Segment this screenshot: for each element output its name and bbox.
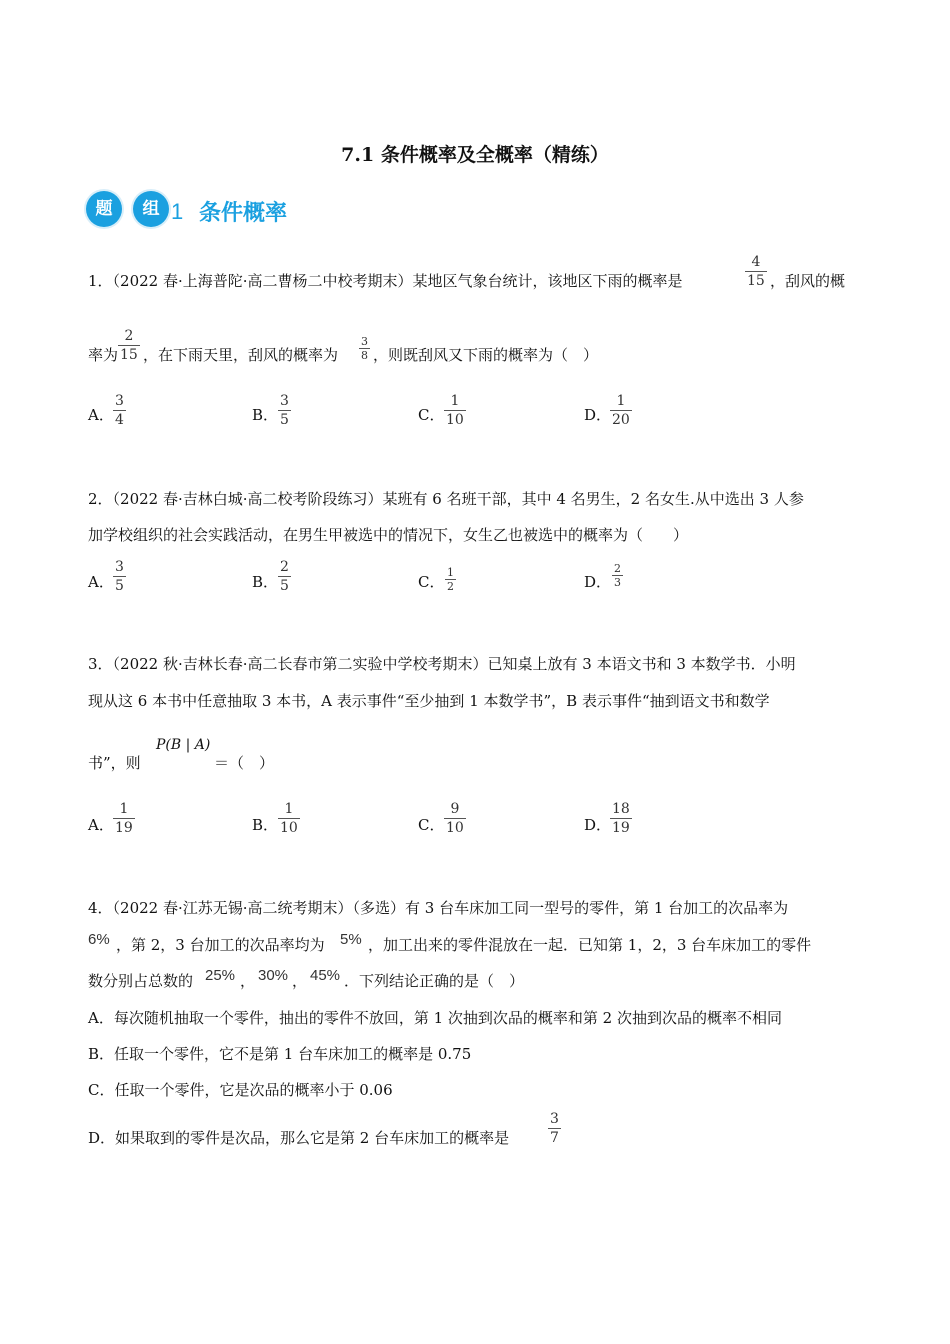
q1-fraction-rain: $\frac{4}{15}$ xyxy=(747,254,765,289)
q1-option-a-label: A． xyxy=(88,406,114,424)
q1-option-d-label: D． xyxy=(584,406,612,424)
q3-option-b-label: B． xyxy=(252,816,279,834)
q4-percent-30: 30% xyxy=(258,967,289,984)
q2-option-d-label: D． xyxy=(584,573,612,591)
q4-percent-25: 25% xyxy=(205,967,236,984)
q4-line1: 4．（2022 春·江苏无锡·高二统考期末）（多选）有 3 台车床加工同一型号的零件，第 1 台加工的次品率为 xyxy=(88,899,789,917)
q4-comma-2: ， xyxy=(292,972,308,990)
q3-option-b-value: $\frac{1}{10}$ xyxy=(280,801,298,836)
q3-option-c-label: C． xyxy=(418,816,445,834)
q1-fraction-conditional: $\frac{3}{8}$ xyxy=(361,335,368,362)
q3-option-d-label: D． xyxy=(584,816,612,834)
q2-option-a-value: $\frac{3}{5}$ xyxy=(115,559,124,594)
q4-percent-6: 6% xyxy=(88,931,110,948)
section-badge-ti: 题 xyxy=(86,191,122,227)
page-title: 7.1 条件概率及全概率（精练） xyxy=(341,144,609,166)
q1-option-d-value: $\frac{1}{20}$ xyxy=(612,393,630,428)
q1-line2-end: ，则既刮风又下雨的概率为（ ） xyxy=(373,346,599,364)
q3-line3-start: 书”，则 xyxy=(88,754,141,772)
q2-option-d-value: $\frac{2}{3}$ xyxy=(614,562,621,589)
q1-option-a-value: $\frac{3}{4}$ xyxy=(115,393,124,428)
q4-percent-5: 5% xyxy=(340,931,362,948)
q3-line2: 现从这 6 本书中任意抽取 3 本书，A 表示事件“至少抽到 1 本数学书”，B 表示事件“抽到语文书和数学 xyxy=(88,692,770,710)
q1-line2-mid: ，在下雨天里，刮风的概率为 xyxy=(143,346,339,364)
q2-option-c-value: $\frac{1}{2}$ xyxy=(447,566,454,593)
q3-option-d-value: $\frac{18}{19}$ xyxy=(612,801,630,836)
q1-option-c-label: C． xyxy=(418,406,445,424)
q3-line3-end: ＝（ ） xyxy=(214,754,275,772)
q2-line2: 加学校组织的社会实践活动，在男生甲被选中的情况下，女生乙也被选中的概率为（ ） xyxy=(88,526,689,544)
section-number: 1 xyxy=(171,199,184,224)
q1-line2-start: 率为 xyxy=(88,346,119,364)
q4-option-c: C．任取一个零件，它是次品的概率小于 0.06 xyxy=(88,1081,393,1099)
q4-option-b: B．任取一个零件，它不是第 1 台车床加工的概率是 0.75 xyxy=(88,1045,472,1063)
q2-option-c-label: C． xyxy=(418,573,445,591)
q4-line3-end: ．下列结论正确的是（ ） xyxy=(344,972,525,990)
q3-option-a-label: A． xyxy=(88,816,114,834)
q3-option-a-value: $\frac{1}{19}$ xyxy=(115,801,133,836)
q1-line1: 1．（2022 春·上海普陀·高二曹杨二中校考期末）某地区气象台统计，该地区下雨的概率是 xyxy=(88,272,683,290)
q4-line3-start: 数分别占总数的 xyxy=(88,972,194,990)
q3-line1: 3．（2022 秋·吉林长春·高二长春市第二实验中学校考期末）已知桌上放有 3 本语文书和 3 本数学书．小明 xyxy=(88,655,796,673)
q4-comma-1: ， xyxy=(240,972,256,990)
q3-expression: P(B | A) xyxy=(156,737,211,753)
section-title: 条件概率 xyxy=(199,201,288,226)
q2-line1: 2．（2022 春·吉林白城·高二校考阶段练习）某班有 6 名班干部，其中 4 名男生，2 名女生.从中选出 3 人参 xyxy=(88,490,804,508)
q2-option-a-label: A． xyxy=(88,573,114,591)
q4-percent-45: 45% xyxy=(310,967,341,984)
q1-option-b-label: B． xyxy=(252,406,279,424)
q4-option-d-fraction: $\frac{3}{7}$ xyxy=(550,1111,559,1146)
q4-option-d: D．如果取到的零件是次品，那么它是第 2 台车床加工的概率是 xyxy=(88,1129,510,1147)
section-badge-zu: 组 xyxy=(133,191,169,227)
q1-option-c-value: $\frac{1}{10}$ xyxy=(446,393,464,428)
q4-line2-mid: ，第 2，3 台加工的次品率均为 xyxy=(116,936,325,954)
q1-line1-end: ，刮风的概 xyxy=(770,272,846,290)
q2-option-b-value: $\frac{2}{5}$ xyxy=(280,559,289,594)
q1-fraction-wind: $\frac{2}{15}$ xyxy=(120,328,138,363)
q2-option-b-label: B． xyxy=(252,573,279,591)
q4-option-a: A．每次随机抽取一个零件，抽出的零件不放回，第 1 次抽到次品的概率和第 2 次抽到次品的概率不相同 xyxy=(88,1009,782,1027)
q3-option-c-value: $\frac{9}{10}$ xyxy=(446,801,464,836)
q1-option-b-value: $\frac{3}{5}$ xyxy=(280,393,289,428)
q4-line2-end: ，加工出来的零件混放在一起．已知第 1，2，3 台车床加工的零件 xyxy=(368,936,812,954)
